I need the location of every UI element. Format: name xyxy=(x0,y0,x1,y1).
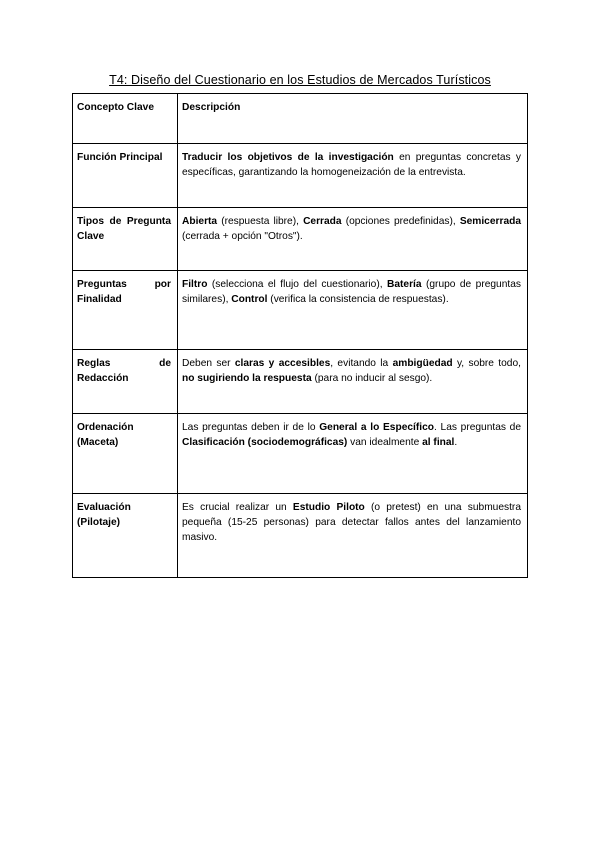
table-header-row xyxy=(73,94,528,144)
row-concept: Tipos de Pregunta Clave xyxy=(73,208,178,271)
text-run: van idealmente xyxy=(347,437,423,448)
row-concept: Función Principal xyxy=(73,144,178,208)
bold-text: ambigüedad xyxy=(392,358,453,369)
row-description xyxy=(178,350,528,414)
bold-text: General a lo Específico xyxy=(319,422,434,433)
row-description xyxy=(178,414,528,494)
text-run: (verifica la consistencia de respuestas). xyxy=(267,294,449,305)
text-run: (grupo de preguntas similares), xyxy=(182,279,521,305)
bold-text: Traducir los objetivos de la investigación xyxy=(182,152,394,163)
row-description xyxy=(178,144,528,208)
table-row xyxy=(73,494,528,578)
bold-text: Cerrada xyxy=(303,216,342,227)
bold-text: Estudio Piloto xyxy=(292,502,365,513)
text-run: (o pretest) en una submuestra pequeña (15-25 personas) para detectar fallos antes del lanzamiento masivo. xyxy=(182,502,521,543)
table-row xyxy=(73,144,528,208)
row-description xyxy=(178,208,528,271)
row-description xyxy=(178,271,528,350)
table-row xyxy=(73,271,528,350)
concept-table xyxy=(72,93,528,578)
text-run: (opciones predefinidas), xyxy=(341,216,460,227)
text-run: en preguntas concretas y específicas, garantizando la homogeneización de la entrevista. xyxy=(182,152,522,178)
text-run: Deben ser xyxy=(182,358,235,369)
page-title: T4: Diseño del Cuestionario en los Estudios de Mercados Turísticos xyxy=(109,73,491,87)
text-run: y, sobre todo, xyxy=(452,358,521,369)
table-row xyxy=(73,350,528,414)
row-concept: Preguntas por Finalidad xyxy=(73,271,178,350)
bold-text: Batería xyxy=(387,279,422,290)
text-run: (cerrada + opción "Otros"). xyxy=(182,231,303,242)
row-concept: Evaluación (Pilotaje) xyxy=(73,494,178,578)
row-concept: Ordenación (Maceta) xyxy=(73,414,178,494)
bold-text: al final xyxy=(422,437,455,448)
text-run: (para no inducir al sesgo). xyxy=(311,373,433,384)
text-run: (selecciona el flujo del cuestionario), xyxy=(207,279,388,290)
text-run: . Las preguntas de xyxy=(433,422,522,433)
text-run: (respuesta libre), xyxy=(217,216,304,227)
table-row xyxy=(73,414,528,494)
bold-text: Semicerrada xyxy=(459,216,521,227)
bold-text: Abierta xyxy=(182,216,218,227)
text-run: Las preguntas deben ir de lo xyxy=(182,422,320,433)
bold-text: Control xyxy=(231,294,268,305)
bold-text: Filtro xyxy=(182,279,208,290)
table-row xyxy=(73,208,528,271)
header-concept: Concepto Clave xyxy=(73,94,178,144)
bold-text: Clasificación (sociodemográficas) xyxy=(182,437,348,448)
bold-text: claras y accesibles xyxy=(234,358,331,369)
text-run: , evitando la xyxy=(330,358,393,369)
text-run: . xyxy=(454,437,458,448)
row-description xyxy=(178,494,528,578)
bold-text: no sugiriendo la respuesta xyxy=(182,373,312,384)
row-concept: Reglas de Redacción xyxy=(73,350,178,414)
header-description: Descripción xyxy=(178,94,528,144)
text-run: Es crucial realizar un xyxy=(182,502,293,513)
